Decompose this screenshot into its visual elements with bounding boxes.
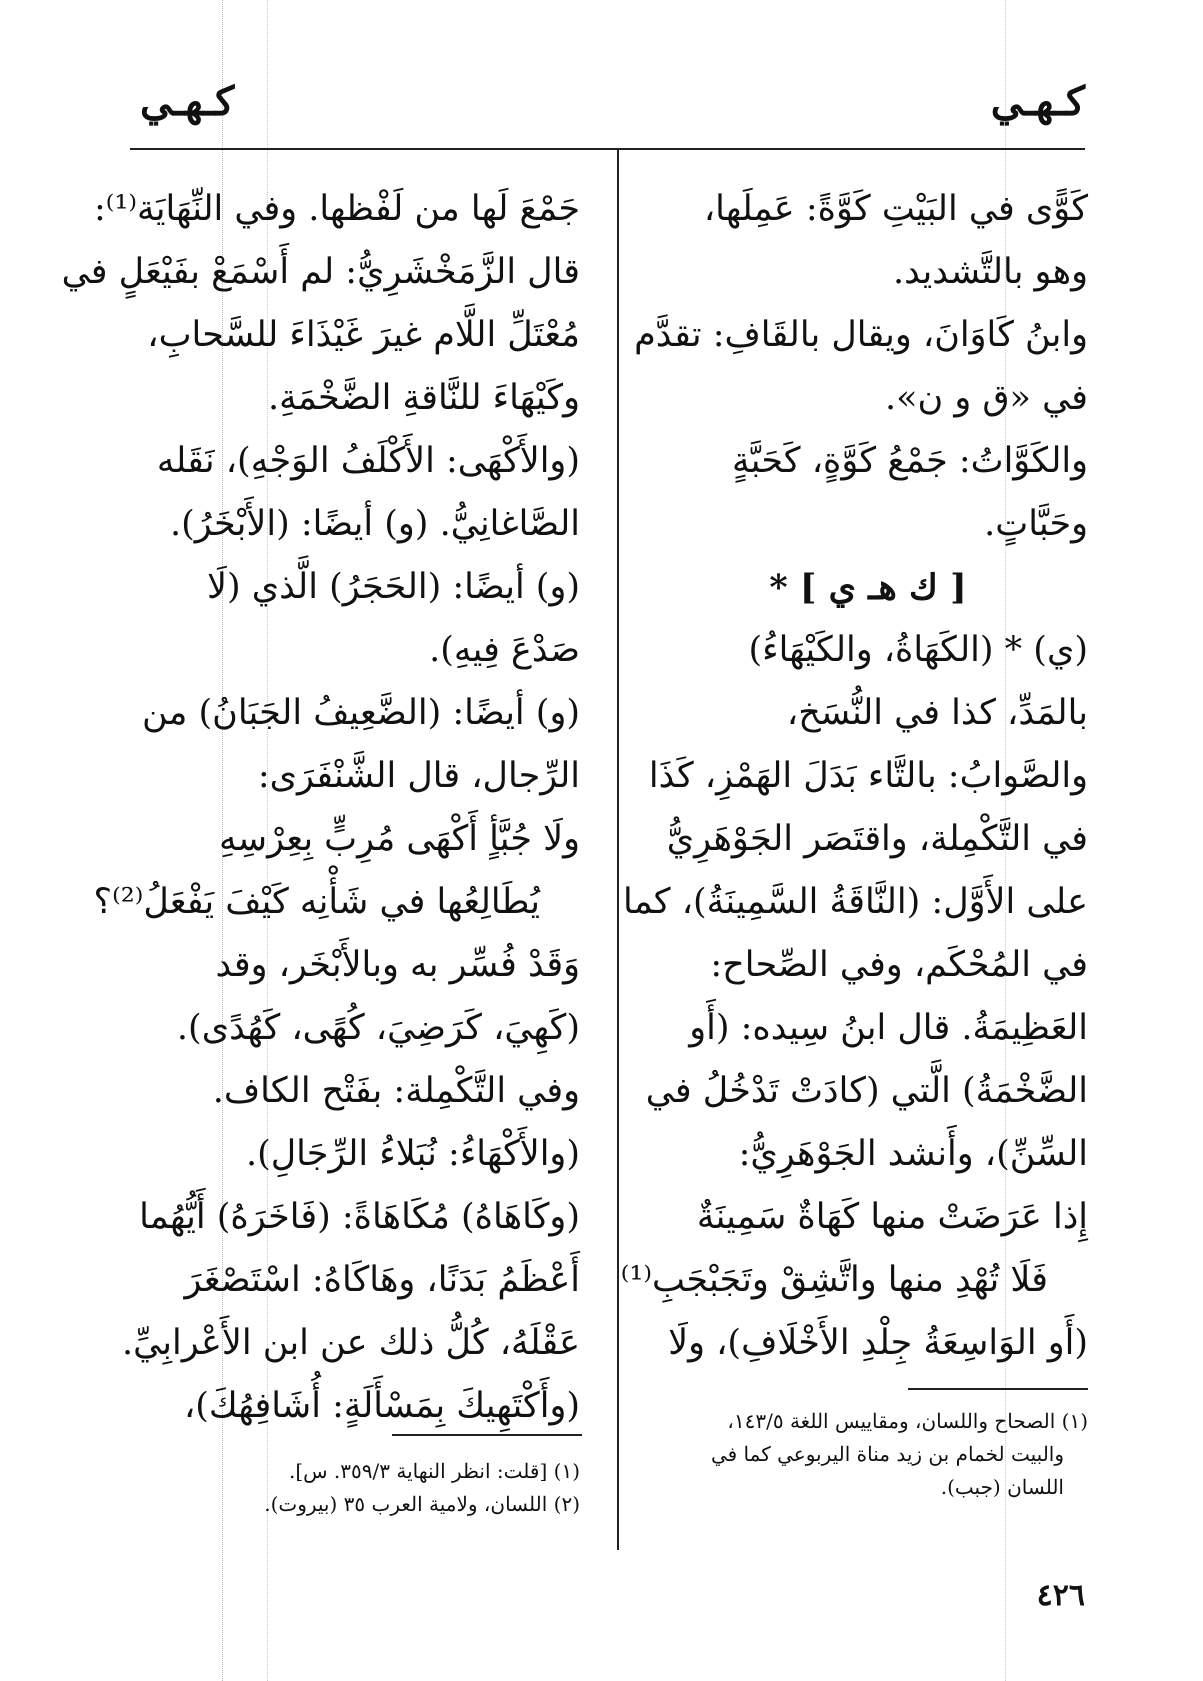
footnote-rule <box>392 1434 582 1436</box>
column-divider <box>617 150 619 1550</box>
text-line: صَدْعَ فِيهِ). <box>429 630 580 670</box>
text-line: في «ق و ن». <box>885 378 1088 418</box>
text-line: (و) أيضًا: (الحَجَرُ) الَّذي (لَا <box>207 567 580 607</box>
text-line: (ي) * (الكَهَاةُ، والكَيْهَاءُ) <box>748 630 1088 670</box>
text-line: السِّنِّ)، وأَنشد الجَوْهَرِيُّ: <box>738 1134 1088 1174</box>
verse-line: ولَا جُبَّأٍ أَكْهَى مُرِبٍّ بِعِرْسِهِ <box>219 819 580 859</box>
footnote: اللسان (جبب). <box>940 1475 1064 1499</box>
verse-line: يُطَالِعُها في شَأْنِه كَيْفَ يَفْعَلُ⁽²⁾؟ <box>93 882 540 922</box>
footnote: (٢) اللسان، ولامية العرب ٣٥ (بيروت). <box>264 1492 580 1516</box>
text-line: الرِّجال، قال الشَّنْفَرَى: <box>257 756 580 796</box>
root-entry-heading: [ ك هـ ي ] * <box>769 567 967 608</box>
footnote: (١) [قلت: انظر النهاية ٣٥٩/٣. س]. <box>288 1459 580 1483</box>
text-line: (والأَكْهَى: الأَكْلَفُ الوَجْهِ)، نَقَله <box>156 441 580 481</box>
text-line: والكَوَّاتُ: جَمْعُ كَوَّةٍ، كَحَبَّةٍ <box>732 441 1088 481</box>
text-line: (أَو الوَاسِعَةُ جِلْدِ الأَخْلَافِ)، ولَا <box>668 1323 1088 1363</box>
text-line: في التَّكْمِلة، واقتَصَر الجَوْهَرِيُّ <box>666 819 1088 859</box>
right-column <box>620 178 1088 1375</box>
left-column <box>61 178 580 1438</box>
text-line: الصَّاغانِيُّ. (و) أيضًا: (الأَبْخَرُ). <box>169 504 580 544</box>
text-line: في المُحْكَم، وفي الصِّحاح: <box>710 945 1088 985</box>
text-line: (كَهِيَ، كَرَضِيَ، كُهًى، كَهُدًى). <box>176 1008 580 1048</box>
text-line: بالمَدِّ، كذا في النُّسَخ، <box>786 693 1088 733</box>
text-line: وهو بالتَّشديد. <box>892 252 1088 292</box>
text-line: كَوًّى في البَيْتِ كَوَّةً: عَمِلَها، <box>703 189 1088 229</box>
text-line: (و) أيضًا: (الضَّعِيفُ الجَبَانُ) من <box>141 693 580 733</box>
footnote: والبيت لخمام بن زيد مناة اليربوعي كما في <box>710 1442 1064 1466</box>
text-line: على الأَوَّل: (النَّاقَةُ السَّمِينَةُ)، كما <box>623 882 1088 922</box>
text-line: عَقْلَهُ، كُلُّ ذلك عن ابن الأَعْرابِيِّ. <box>121 1323 580 1363</box>
text-line: وفي التَّكْمِلة: بفَتْح الكاف. <box>212 1071 580 1111</box>
header-rule <box>130 148 1085 150</box>
left-footnotes <box>140 1455 580 1521</box>
text-line: (والأَكْهَاءُ: نُبَلاءُ الرِّجَالِ). <box>245 1134 580 1174</box>
running-head-left: كـهـي <box>140 78 235 125</box>
text-line: وكَيْهَاءَ للنَّاقةِ الضَّخْمَةِ. <box>267 378 580 418</box>
footnote: (١) الصحاح واللسان، ومقاييس اللغة ١٤٣/٥، <box>727 1409 1088 1433</box>
text-line: جَمْعَ لَها من لَفْظها. وفي النِّهَايَة⁽¹⁾: <box>93 189 580 229</box>
right-footnotes <box>648 1405 1088 1504</box>
text-line: مُعْتَلِّ اللَّام غيرَ غَيْذَاءَ للسَّحابِ، <box>147 315 580 355</box>
text-line: وحَبَّاتٍ. <box>984 504 1088 544</box>
page-number: ٤٢٦ <box>1036 1578 1085 1613</box>
text-line: وابنُ كَاوَانَ، ويقال بالقَافِ: تقدَّم <box>634 315 1088 355</box>
text-line: العَظِيمَةُ. قال ابنُ سِيده: (أَو <box>689 1008 1088 1048</box>
running-head-right: كـهـي <box>990 78 1085 125</box>
verse-line: إِذا عَرَضَتْ منها كَهَاةٌ سَمِينَةٌ <box>696 1197 1088 1237</box>
text-line: قال الزَّمَخْشَرِيُّ: لم أَسْمَعْ بفَيْعَلٍ في <box>61 252 580 292</box>
text-line: وَقَدْ فُسِّر به وبالأَبْخَر، وقد <box>215 945 580 985</box>
verse-line: فَلَا تُهْدِ منها واتَّشِقْ وتَجَبْجَبِ⁽¹⁾ <box>620 1260 1048 1300</box>
text-line: (وأَكْتَهِيكَ بِمَسْأَلَةٍ: أُشَافِهُكَ)، <box>183 1386 580 1426</box>
footnote-rule <box>908 1388 1088 1390</box>
text-line: (وكَاهَاهُ) مُكَاهَاةً: (فَاخَرَهُ) أَيُّهُما <box>139 1197 580 1237</box>
text-line: الضَّخْمَةُ) الَّتي (كادَتْ تَدْخُلُ في <box>645 1071 1088 1111</box>
text-line: أَعْظَمُ بَدَنًا، وهَاكَاهُ: اسْتَصْغَرَ <box>184 1260 580 1300</box>
text-line: والصَّوابُ: بالتَّاء بَدَلَ الهَمْزِ، كَذَا <box>648 756 1088 796</box>
